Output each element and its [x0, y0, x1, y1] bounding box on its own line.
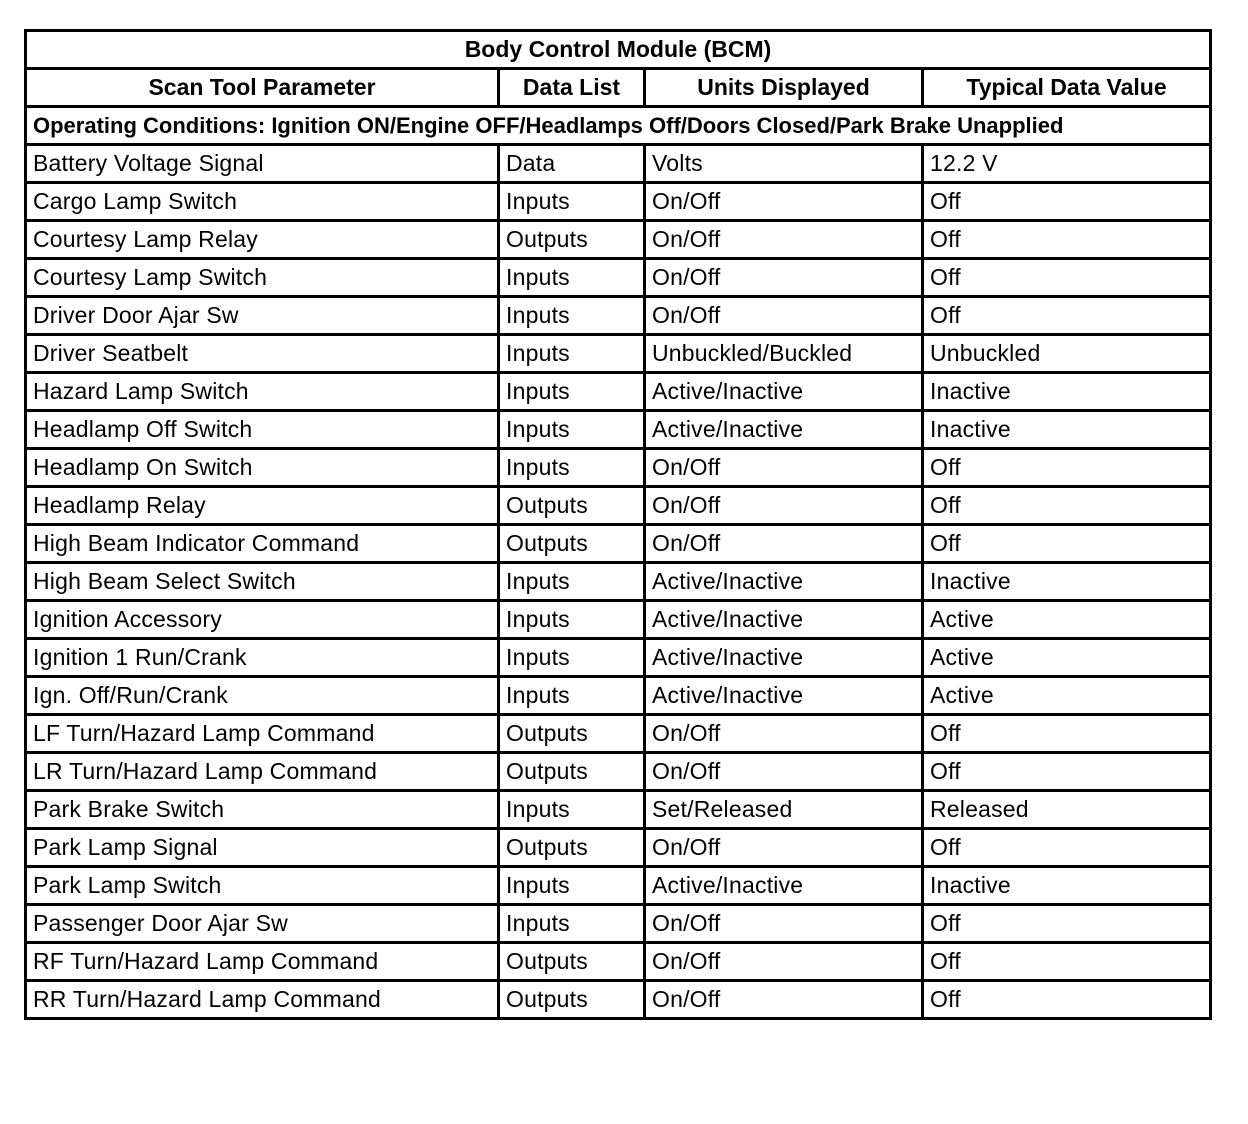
cell-typical-value: Inactive [923, 373, 1211, 411]
cell-data-list: Inputs [499, 373, 645, 411]
table-row [26, 145, 1211, 183]
cell-data-list: Inputs [499, 867, 645, 905]
cell-parameter: Passenger Door Ajar Sw [26, 905, 499, 943]
column-header-scan-tool-parameter: Scan Tool Parameter [26, 69, 499, 107]
table-row [26, 943, 1211, 981]
cell-units: Active/Inactive [645, 867, 923, 905]
cell-units: Active/Inactive [645, 373, 923, 411]
cell-units: On/Off [645, 449, 923, 487]
column-header-typical-data-value: Typical Data Value [923, 69, 1211, 107]
cell-typical-value: 12.2 V [923, 145, 1211, 183]
operating-conditions: Operating Conditions: Ignition ON/Engine OFF/Headlamps Off/Doors Closed/Park Brake Unapplied [26, 107, 1211, 145]
cell-typical-value: Off [923, 753, 1211, 791]
cell-data-list: Outputs [499, 487, 645, 525]
cell-typical-value: Off [923, 829, 1211, 867]
cell-units: On/Off [645, 183, 923, 221]
cell-parameter: High Beam Select Switch [26, 563, 499, 601]
cell-data-list: Inputs [499, 791, 645, 829]
cell-typical-value: Off [923, 221, 1211, 259]
cell-parameter: Headlamp On Switch [26, 449, 499, 487]
cell-units: On/Off [645, 753, 923, 791]
cell-units: Active/Inactive [645, 411, 923, 449]
cell-data-list: Outputs [499, 981, 645, 1019]
cell-typical-value: Off [923, 259, 1211, 297]
cell-data-list: Outputs [499, 753, 645, 791]
cell-parameter: Ignition 1 Run/Crank [26, 639, 499, 677]
table-row [26, 563, 1211, 601]
table-row [26, 791, 1211, 829]
cell-data-list: Data [499, 145, 645, 183]
table-row [26, 525, 1211, 563]
cell-data-list: Inputs [499, 411, 645, 449]
cell-units: Active/Inactive [645, 601, 923, 639]
cell-parameter: Ignition Accessory [26, 601, 499, 639]
cell-typical-value: Active [923, 677, 1211, 715]
cell-units: Active/Inactive [645, 677, 923, 715]
bcm-data-table-container [24, 29, 1209, 1020]
cell-parameter: Headlamp Relay [26, 487, 499, 525]
cell-typical-value: Active [923, 639, 1211, 677]
cell-typical-value: Off [923, 183, 1211, 221]
table-row [26, 905, 1211, 943]
cell-typical-value: Unbuckled [923, 335, 1211, 373]
table-row [26, 449, 1211, 487]
cell-parameter: Park Lamp Switch [26, 867, 499, 905]
table-row [26, 981, 1211, 1019]
cell-parameter: Courtesy Lamp Switch [26, 259, 499, 297]
cell-data-list: Inputs [499, 259, 645, 297]
cell-data-list: Inputs [499, 905, 645, 943]
cell-data-list: Inputs [499, 335, 645, 373]
table-row [26, 753, 1211, 791]
cell-data-list: Inputs [499, 297, 645, 335]
cell-units: Active/Inactive [645, 639, 923, 677]
cell-parameter: Battery Voltage Signal [26, 145, 499, 183]
cell-parameter: Ign. Off/Run/Crank [26, 677, 499, 715]
cell-parameter: RR Turn/Hazard Lamp Command [26, 981, 499, 1019]
cell-data-list: Inputs [499, 183, 645, 221]
cell-data-list: Outputs [499, 715, 645, 753]
cell-data-list: Outputs [499, 221, 645, 259]
cell-typical-value: Off [923, 943, 1211, 981]
table-row [26, 601, 1211, 639]
cell-units: Set/Released [645, 791, 923, 829]
table-row [26, 221, 1211, 259]
cell-typical-value: Off [923, 981, 1211, 1019]
cell-typical-value: Off [923, 715, 1211, 753]
table-row [26, 487, 1211, 525]
cell-data-list: Inputs [499, 449, 645, 487]
cell-typical-value: Inactive [923, 563, 1211, 601]
table-row [26, 373, 1211, 411]
table-row [26, 335, 1211, 373]
table-title-row [26, 31, 1211, 69]
cell-units: On/Off [645, 715, 923, 753]
bcm-data-table [24, 29, 1212, 1020]
table-title: Body Control Module (BCM) [26, 31, 1211, 69]
cell-parameter: Park Lamp Signal [26, 829, 499, 867]
cell-parameter: Driver Door Ajar Sw [26, 297, 499, 335]
cell-parameter: Courtesy Lamp Relay [26, 221, 499, 259]
cell-parameter: Driver Seatbelt [26, 335, 499, 373]
cell-data-list: Outputs [499, 943, 645, 981]
cell-parameter: Headlamp Off Switch [26, 411, 499, 449]
cell-typical-value: Inactive [923, 867, 1211, 905]
cell-data-list: Inputs [499, 563, 645, 601]
cell-data-list: Inputs [499, 677, 645, 715]
cell-units: On/Off [645, 259, 923, 297]
cell-units: Volts [645, 145, 923, 183]
cell-typical-value: Active [923, 601, 1211, 639]
cell-typical-value: Off [923, 449, 1211, 487]
cell-units: On/Off [645, 981, 923, 1019]
cell-units: Unbuckled/Buckled [645, 335, 923, 373]
cell-data-list: Outputs [499, 525, 645, 563]
cell-typical-value: Released [923, 791, 1211, 829]
table-row [26, 677, 1211, 715]
cell-parameter: Park Brake Switch [26, 791, 499, 829]
cell-parameter: LF Turn/Hazard Lamp Command [26, 715, 499, 753]
table-row [26, 297, 1211, 335]
cell-typical-value: Off [923, 297, 1211, 335]
cell-units: Active/Inactive [645, 563, 923, 601]
cell-parameter: Cargo Lamp Switch [26, 183, 499, 221]
cell-units: On/Off [645, 525, 923, 563]
table-row [26, 259, 1211, 297]
cell-parameter: RF Turn/Hazard Lamp Command [26, 943, 499, 981]
cell-units: On/Off [645, 905, 923, 943]
cell-parameter: High Beam Indicator Command [26, 525, 499, 563]
column-header-units-displayed: Units Displayed [645, 69, 923, 107]
table-row [26, 829, 1211, 867]
table-row [26, 183, 1211, 221]
table-row [26, 715, 1211, 753]
table-row [26, 411, 1211, 449]
cell-data-list: Inputs [499, 601, 645, 639]
cell-data-list: Outputs [499, 829, 645, 867]
cell-typical-value: Off [923, 905, 1211, 943]
cell-typical-value: Off [923, 487, 1211, 525]
cell-units: On/Off [645, 943, 923, 981]
cell-units: On/Off [645, 487, 923, 525]
column-header-row [26, 69, 1211, 107]
cell-units: On/Off [645, 829, 923, 867]
column-header-data-list: Data List [499, 69, 645, 107]
table-row [26, 639, 1211, 677]
table-row [26, 867, 1211, 905]
cell-typical-value: Inactive [923, 411, 1211, 449]
cell-units: On/Off [645, 297, 923, 335]
cell-units: On/Off [645, 221, 923, 259]
cell-parameter: Hazard Lamp Switch [26, 373, 499, 411]
cell-typical-value: Off [923, 525, 1211, 563]
cell-parameter: LR Turn/Hazard Lamp Command [26, 753, 499, 791]
table-body [26, 145, 1211, 1019]
operating-conditions-row [26, 107, 1211, 145]
cell-data-list: Inputs [499, 639, 645, 677]
